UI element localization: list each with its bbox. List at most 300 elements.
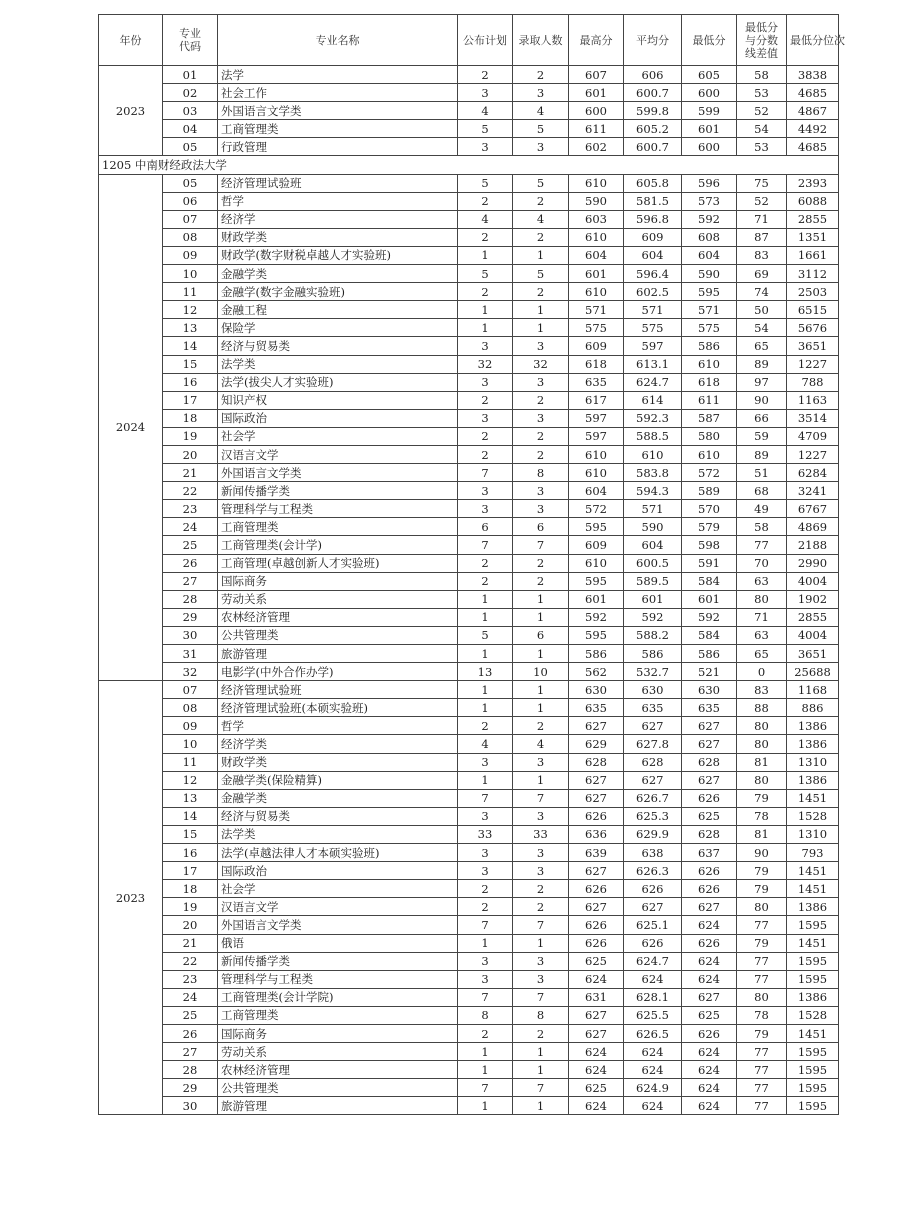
major-name-cell: 金融工程	[218, 301, 458, 319]
min-rank-cell: 2503	[787, 283, 839, 301]
major-code-cell: 16	[163, 373, 218, 391]
major-name-cell: 法学类	[218, 355, 458, 373]
min-rank-cell: 4709	[787, 427, 839, 445]
avg-score-cell: 625.1	[624, 916, 682, 934]
admitted-cell: 7	[513, 1079, 569, 1097]
admitted-cell: 3	[513, 807, 569, 825]
header-min-score: 最低分	[682, 15, 737, 66]
avg-score-cell: 571	[624, 301, 682, 319]
min-diff-cell: 52	[737, 102, 787, 120]
min-score-cell: 611	[682, 391, 737, 409]
min-score-cell: 610	[682, 355, 737, 373]
major-name-cell: 工商管理类	[218, 518, 458, 536]
avg-score-cell: 583.8	[624, 464, 682, 482]
min-score-cell: 521	[682, 663, 737, 681]
table-row	[99, 898, 839, 916]
planned-cell: 1	[458, 301, 513, 319]
major-code-cell: 23	[163, 970, 218, 988]
min-rank-cell: 2990	[787, 554, 839, 572]
major-name-cell: 旅游管理	[218, 1097, 458, 1115]
major-code-cell: 29	[163, 608, 218, 626]
min-rank-cell: 3651	[787, 337, 839, 355]
major-name-cell: 工商管理类(会计学)	[218, 536, 458, 554]
min-score-cell: 590	[682, 265, 737, 283]
min-diff-cell: 81	[737, 825, 787, 843]
min-rank-cell: 4867	[787, 102, 839, 120]
admitted-cell: 3	[513, 84, 569, 102]
min-rank-cell: 1163	[787, 391, 839, 409]
avg-score-cell: 600.7	[624, 84, 682, 102]
max-score-cell: 630	[569, 681, 624, 699]
major-name-cell: 外国语言文学类	[218, 916, 458, 934]
admitted-cell: 2	[513, 192, 569, 210]
min-score-cell: 600	[682, 84, 737, 102]
min-rank-cell: 793	[787, 844, 839, 862]
min-score-cell: 627	[682, 771, 737, 789]
min-score-cell: 584	[682, 572, 737, 590]
min-diff-cell: 71	[737, 608, 787, 626]
admitted-cell: 1	[513, 608, 569, 626]
min-diff-cell: 50	[737, 301, 787, 319]
min-score-cell: 628	[682, 753, 737, 771]
min-score-cell: 598	[682, 536, 737, 554]
min-score-cell: 608	[682, 228, 737, 246]
admitted-cell: 1	[513, 1097, 569, 1115]
min-score-cell: 589	[682, 482, 737, 500]
major-name-cell: 新闻传播学类	[218, 482, 458, 500]
planned-cell: 1	[458, 1043, 513, 1061]
major-code-cell: 17	[163, 862, 218, 880]
table-row	[99, 102, 839, 120]
major-code-cell: 23	[163, 500, 218, 518]
min-rank-cell: 1451	[787, 1024, 839, 1042]
max-score-cell: 626	[569, 916, 624, 934]
max-score-cell: 597	[569, 409, 624, 427]
avg-score-cell: 627	[624, 898, 682, 916]
major-code-cell: 28	[163, 1061, 218, 1079]
major-name-cell: 财政学类	[218, 753, 458, 771]
min-score-cell: 626	[682, 880, 737, 898]
min-diff-cell: 66	[737, 409, 787, 427]
university-section-row	[99, 156, 839, 174]
table-row	[99, 265, 839, 283]
min-diff-cell: 89	[737, 445, 787, 463]
table-row	[99, 626, 839, 644]
max-score-cell: 624	[569, 1097, 624, 1115]
planned-cell: 1	[458, 608, 513, 626]
planned-cell: 3	[458, 807, 513, 825]
max-score-cell: 631	[569, 988, 624, 1006]
table-row	[99, 192, 839, 210]
min-diff-cell: 77	[737, 1079, 787, 1097]
major-code-cell: 14	[163, 807, 218, 825]
avg-score-cell: 625.5	[624, 1006, 682, 1024]
avg-score-cell: 581.5	[624, 192, 682, 210]
avg-score-cell: 604	[624, 246, 682, 264]
table-row	[99, 427, 839, 445]
major-name-cell: 社会学	[218, 880, 458, 898]
table-row	[99, 319, 839, 337]
min-diff-cell: 58	[737, 66, 787, 84]
planned-cell: 5	[458, 120, 513, 138]
min-diff-cell: 77	[737, 1097, 787, 1115]
admitted-cell: 4	[513, 102, 569, 120]
major-code-cell: 26	[163, 554, 218, 572]
max-score-cell: 562	[569, 663, 624, 681]
min-score-cell: 627	[682, 717, 737, 735]
table-row	[99, 138, 839, 156]
table-row	[99, 934, 839, 952]
max-score-cell: 627	[569, 898, 624, 916]
min-rank-cell: 1351	[787, 228, 839, 246]
major-code-cell: 32	[163, 663, 218, 681]
avg-score-cell: 630	[624, 681, 682, 699]
avg-score-cell: 635	[624, 699, 682, 717]
max-score-cell: 617	[569, 391, 624, 409]
admitted-cell: 5	[513, 120, 569, 138]
min-score-cell: 571	[682, 301, 737, 319]
table-row	[99, 66, 839, 84]
avg-score-cell: 624	[624, 1097, 682, 1115]
major-name-cell: 知识产权	[218, 391, 458, 409]
min-diff-cell: 79	[737, 934, 787, 952]
min-score-cell: 624	[682, 952, 737, 970]
min-score-cell: 605	[682, 66, 737, 84]
avg-score-cell: 624.7	[624, 952, 682, 970]
major-name-cell: 法学(拔尖人才实验班)	[218, 373, 458, 391]
min-rank-cell: 4004	[787, 572, 839, 590]
planned-cell: 2	[458, 898, 513, 916]
admitted-cell: 3	[513, 753, 569, 771]
min-rank-cell: 1227	[787, 355, 839, 373]
table-row	[99, 645, 839, 663]
min-rank-cell: 1227	[787, 445, 839, 463]
table-row	[99, 536, 839, 554]
min-score-cell: 586	[682, 645, 737, 663]
min-rank-cell: 4492	[787, 120, 839, 138]
avg-score-cell: 586	[624, 645, 682, 663]
major-code-cell: 24	[163, 518, 218, 536]
max-score-cell: 595	[569, 518, 624, 536]
max-score-cell: 603	[569, 210, 624, 228]
major-name-cell: 管理科学与工程类	[218, 500, 458, 518]
major-code-cell: 17	[163, 391, 218, 409]
table-row	[99, 717, 839, 735]
avg-score-cell: 627.8	[624, 735, 682, 753]
admitted-cell: 1	[513, 681, 569, 699]
major-code-cell: 20	[163, 445, 218, 463]
admitted-cell: 2	[513, 572, 569, 590]
min-rank-cell: 2855	[787, 210, 839, 228]
min-diff-cell: 90	[737, 844, 787, 862]
avg-score-cell: 609	[624, 228, 682, 246]
min-score-cell: 630	[682, 681, 737, 699]
major-name-cell: 金融学(数字金融实验班)	[218, 283, 458, 301]
avg-score-cell: 594.3	[624, 482, 682, 500]
admitted-cell: 1	[513, 1043, 569, 1061]
planned-cell: 3	[458, 337, 513, 355]
admitted-cell: 2	[513, 391, 569, 409]
table-row	[99, 916, 839, 934]
min-rank-cell: 1386	[787, 735, 839, 753]
min-rank-cell: 6515	[787, 301, 839, 319]
table-row	[99, 590, 839, 608]
major-name-cell: 外国语言文学类	[218, 102, 458, 120]
min-score-cell: 626	[682, 934, 737, 952]
major-name-cell: 法学类	[218, 825, 458, 843]
planned-cell: 33	[458, 825, 513, 843]
min-rank-cell: 3651	[787, 645, 839, 663]
max-score-cell: 572	[569, 500, 624, 518]
university-section-label: 1205 中南财经政法大学	[99, 156, 839, 174]
min-rank-cell: 1595	[787, 952, 839, 970]
min-diff-cell: 79	[737, 1024, 787, 1042]
table-row	[99, 84, 839, 102]
planned-cell: 2	[458, 66, 513, 84]
min-score-cell: 592	[682, 210, 737, 228]
major-name-cell: 经济学类	[218, 735, 458, 753]
min-score-cell: 601	[682, 120, 737, 138]
admitted-cell: 1	[513, 246, 569, 264]
min-rank-cell: 25688	[787, 663, 839, 681]
admitted-cell: 6	[513, 626, 569, 644]
avg-score-cell: 613.1	[624, 355, 682, 373]
avg-score-cell: 626.7	[624, 789, 682, 807]
planned-cell: 7	[458, 536, 513, 554]
major-code-cell: 12	[163, 771, 218, 789]
avg-score-cell: 626.3	[624, 862, 682, 880]
avg-score-cell: 575	[624, 319, 682, 337]
table-row	[99, 952, 839, 970]
max-score-cell: 625	[569, 952, 624, 970]
min-rank-cell: 4685	[787, 138, 839, 156]
min-rank-cell: 6284	[787, 464, 839, 482]
min-diff-cell: 63	[737, 626, 787, 644]
avg-score-cell: 601	[624, 590, 682, 608]
admitted-cell: 3	[513, 970, 569, 988]
header-row	[99, 15, 839, 66]
major-name-cell: 汉语言文学	[218, 445, 458, 463]
max-score-cell: 597	[569, 427, 624, 445]
planned-cell: 3	[458, 482, 513, 500]
major-code-cell: 09	[163, 246, 218, 264]
min-rank-cell: 1451	[787, 862, 839, 880]
major-name-cell: 金融学类	[218, 265, 458, 283]
min-diff-cell: 77	[737, 916, 787, 934]
major-code-cell: 11	[163, 283, 218, 301]
max-score-cell: 600	[569, 102, 624, 120]
major-name-cell: 经济管理试验班(本硕实验班)	[218, 699, 458, 717]
admitted-cell: 1	[513, 590, 569, 608]
planned-cell: 2	[458, 283, 513, 301]
avg-score-cell: 624	[624, 1061, 682, 1079]
major-code-cell: 25	[163, 536, 218, 554]
admitted-cell: 1	[513, 319, 569, 337]
avg-score-cell: 627	[624, 717, 682, 735]
min-rank-cell: 1386	[787, 988, 839, 1006]
min-score-cell: 579	[682, 518, 737, 536]
major-code-cell: 12	[163, 301, 218, 319]
min-score-cell: 604	[682, 246, 737, 264]
planned-cell: 2	[458, 880, 513, 898]
min-diff-cell: 87	[737, 228, 787, 246]
admitted-cell: 3	[513, 862, 569, 880]
table-row	[99, 228, 839, 246]
min-diff-cell: 77	[737, 952, 787, 970]
min-diff-cell: 97	[737, 373, 787, 391]
min-diff-cell: 81	[737, 753, 787, 771]
header-year: 年份	[99, 15, 163, 66]
table-row	[99, 988, 839, 1006]
major-name-cell: 国际商务	[218, 1024, 458, 1042]
min-rank-cell: 1595	[787, 916, 839, 934]
min-rank-cell: 4004	[787, 626, 839, 644]
avg-score-cell: 599.8	[624, 102, 682, 120]
table-row	[99, 825, 839, 843]
min-score-cell: 599	[682, 102, 737, 120]
max-score-cell: 626	[569, 880, 624, 898]
major-name-cell: 金融学类(保险精算)	[218, 771, 458, 789]
table-row	[99, 518, 839, 536]
major-name-cell: 农林经济管理	[218, 1061, 458, 1079]
max-score-cell: 571	[569, 301, 624, 319]
major-code-cell: 27	[163, 1043, 218, 1061]
admitted-cell: 4	[513, 735, 569, 753]
min-diff-cell: 53	[737, 138, 787, 156]
major-code-cell: 13	[163, 319, 218, 337]
max-score-cell: 610	[569, 283, 624, 301]
min-rank-cell: 3838	[787, 66, 839, 84]
table-row	[99, 1006, 839, 1024]
admitted-cell: 1	[513, 934, 569, 952]
planned-cell: 7	[458, 916, 513, 934]
min-diff-cell: 75	[737, 174, 787, 192]
avg-score-cell: 624	[624, 970, 682, 988]
min-rank-cell: 1595	[787, 1097, 839, 1115]
admitted-cell: 2	[513, 228, 569, 246]
min-rank-cell: 1386	[787, 771, 839, 789]
max-score-cell: 618	[569, 355, 624, 373]
min-rank-cell: 1528	[787, 807, 839, 825]
min-diff-cell: 89	[737, 355, 787, 373]
avg-score-cell: 604	[624, 536, 682, 554]
max-score-cell: 592	[569, 608, 624, 626]
planned-cell: 3	[458, 952, 513, 970]
planned-cell: 4	[458, 735, 513, 753]
major-code-cell: 05	[163, 174, 218, 192]
major-code-cell: 05	[163, 138, 218, 156]
max-score-cell: 635	[569, 699, 624, 717]
min-diff-cell: 80	[737, 771, 787, 789]
avg-score-cell: 624.9	[624, 1079, 682, 1097]
min-rank-cell: 2855	[787, 608, 839, 626]
avg-score-cell: 571	[624, 500, 682, 518]
min-rank-cell: 3514	[787, 409, 839, 427]
header-min-diff: 最低分 与分数 线差值	[737, 15, 787, 66]
major-code-cell: 20	[163, 916, 218, 934]
table-row	[99, 554, 839, 572]
min-rank-cell: 1595	[787, 1043, 839, 1061]
min-score-cell: 595	[682, 283, 737, 301]
table-row	[99, 681, 839, 699]
admitted-cell: 2	[513, 1024, 569, 1042]
table-body	[99, 66, 839, 1115]
admitted-cell: 5	[513, 174, 569, 192]
min-score-cell: 573	[682, 192, 737, 210]
min-diff-cell: 65	[737, 337, 787, 355]
table-row	[99, 409, 839, 427]
avg-score-cell: 600.5	[624, 554, 682, 572]
major-name-cell: 电影学(中外合作办学)	[218, 663, 458, 681]
max-score-cell: 610	[569, 464, 624, 482]
max-score-cell: 610	[569, 554, 624, 572]
admitted-cell: 2	[513, 445, 569, 463]
table-row	[99, 246, 839, 264]
min-score-cell: 587	[682, 409, 737, 427]
major-name-cell: 社会工作	[218, 84, 458, 102]
table-row	[99, 301, 839, 319]
max-score-cell: 610	[569, 174, 624, 192]
major-name-cell: 法学	[218, 66, 458, 84]
min-rank-cell: 3112	[787, 265, 839, 283]
header-major-name: 专业名称	[218, 15, 458, 66]
avg-score-cell: 626	[624, 880, 682, 898]
min-score-cell: 627	[682, 988, 737, 1006]
header-min-rank: 最低分位次	[787, 15, 839, 66]
avg-score-cell: 592.3	[624, 409, 682, 427]
max-score-cell: 627	[569, 1024, 624, 1042]
admitted-cell: 1	[513, 771, 569, 789]
table-row	[99, 880, 839, 898]
avg-score-cell: 602.5	[624, 283, 682, 301]
major-code-cell: 09	[163, 717, 218, 735]
major-name-cell: 劳动关系	[218, 590, 458, 608]
min-rank-cell: 2188	[787, 536, 839, 554]
max-score-cell: 590	[569, 192, 624, 210]
table-row	[99, 970, 839, 988]
avg-score-cell: 589.5	[624, 572, 682, 590]
min-score-cell: 628	[682, 825, 737, 843]
min-rank-cell: 4869	[787, 518, 839, 536]
admission-score-table	[98, 14, 845, 1115]
year-cell: 2023	[99, 66, 163, 156]
min-score-cell: 624	[682, 1043, 737, 1061]
table-row	[99, 445, 839, 463]
avg-score-cell: 629.9	[624, 825, 682, 843]
max-score-cell: 602	[569, 138, 624, 156]
min-score-cell: 626	[682, 789, 737, 807]
major-name-cell: 财政学(数字财税卓越人才实验班)	[218, 246, 458, 264]
admitted-cell: 3	[513, 952, 569, 970]
major-code-cell: 30	[163, 1097, 218, 1115]
planned-cell: 2	[458, 391, 513, 409]
major-name-cell: 工商管理类	[218, 120, 458, 138]
table-row	[99, 844, 839, 862]
min-diff-cell: 80	[737, 735, 787, 753]
major-code-cell: 08	[163, 699, 218, 717]
planned-cell: 6	[458, 518, 513, 536]
max-score-cell: 629	[569, 735, 624, 753]
major-name-cell: 社会学	[218, 427, 458, 445]
min-score-cell: 584	[682, 626, 737, 644]
major-name-cell: 外国语言文学类	[218, 464, 458, 482]
major-code-cell: 22	[163, 952, 218, 970]
planned-cell: 5	[458, 174, 513, 192]
major-code-cell: 02	[163, 84, 218, 102]
major-name-cell: 哲学	[218, 192, 458, 210]
min-rank-cell: 3241	[787, 482, 839, 500]
admitted-cell: 6	[513, 518, 569, 536]
